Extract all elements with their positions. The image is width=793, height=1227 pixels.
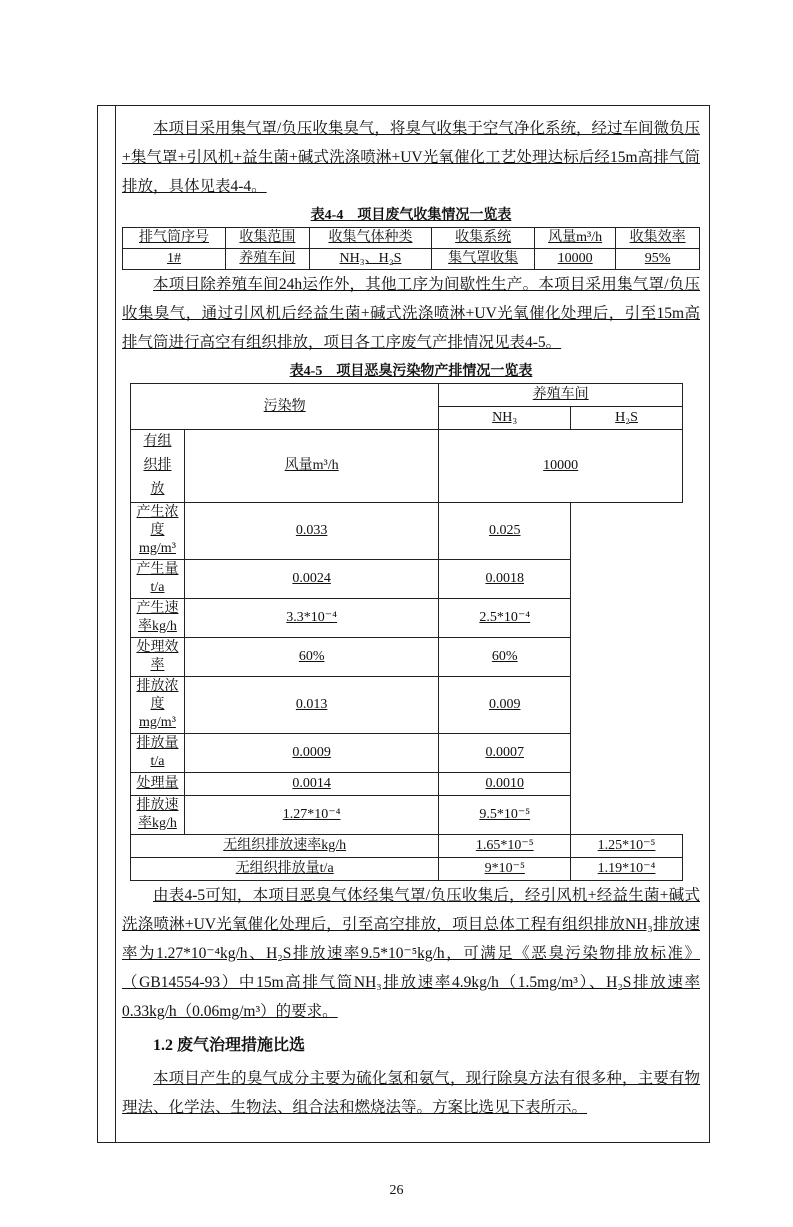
paragraph-3 bbox=[122, 881, 700, 1026]
row-label: 处理量 bbox=[131, 773, 185, 796]
table-row bbox=[131, 503, 683, 560]
header-cell: 排气筒序号 bbox=[123, 228, 226, 249]
cell: 1# bbox=[123, 249, 226, 270]
h2s-header: H₂S bbox=[571, 407, 683, 430]
paragraph-4 bbox=[122, 1064, 700, 1122]
cell: 95% bbox=[616, 249, 700, 270]
nh3-value: 9*10⁻⁵ bbox=[439, 858, 571, 881]
header-cell: 收集效率 bbox=[616, 228, 700, 249]
table-row bbox=[131, 773, 683, 796]
header-cell: 收集系统 bbox=[432, 228, 535, 249]
row-label: 产生速率kg/h bbox=[131, 599, 185, 638]
table-4-5-caption: 表4-5 项目恶臭污染物产排情况一览表 bbox=[289, 364, 533, 379]
row-label: 无组织排放速率kg/h bbox=[131, 835, 439, 858]
nh3-value: 0.033 bbox=[184, 503, 438, 560]
table-4-5 bbox=[130, 383, 683, 881]
row-label: 排放量t/a bbox=[131, 734, 185, 773]
row-label: 产生量t/a bbox=[131, 560, 185, 599]
h2s-value: 9.5*10⁻⁵ bbox=[439, 796, 571, 835]
row-label: 风量m³/h bbox=[184, 430, 438, 503]
organized-emission-label: 有组织排放 bbox=[131, 430, 185, 503]
h2s-value: 0.0010 bbox=[439, 773, 571, 796]
row-label: 处理效率 bbox=[131, 638, 185, 677]
cell: 养殖车间 bbox=[226, 249, 310, 270]
header-cell: 风量m³/h bbox=[535, 228, 616, 249]
table-row bbox=[131, 835, 683, 858]
nh3-value: 0.013 bbox=[184, 677, 438, 734]
workshop-header: 养殖车间 bbox=[439, 384, 683, 407]
left-column-divider bbox=[115, 106, 116, 1142]
header-cell: 收集范围 bbox=[226, 228, 310, 249]
h2s-value: 2.5*10⁻⁴ bbox=[439, 599, 571, 638]
h2s-value: 0.0018 bbox=[439, 560, 571, 599]
section-heading: 1.2 废气治理措施比选 bbox=[153, 1037, 306, 1054]
header-cell: 收集气体种类 bbox=[309, 228, 431, 249]
table-4-4-caption: 表4-4 项目废气收集情况一览表 bbox=[310, 208, 512, 223]
row-label: 产生浓度mg/m³ bbox=[131, 503, 185, 560]
cell: 集气罩收集 bbox=[432, 249, 535, 270]
nh3-value: 0.0024 bbox=[184, 560, 438, 599]
paragraph-3-text: 由表4-5可知，本项目恶臭气体经集气罩/负压收集后，经引风机+经益生菌+碱式洗涤喷淋+UV光氧催化处理后，引至高空排放，项目总体工程有组织排放NH₃排放速率为1.27*10⁻⁴kg/h、H₂S排放速率9.5*10⁻⁵kg/h，可满足《恶臭污染物排放标准》（GB14554-93）中15m高排气筒NH₃排放速率4.9kg/h（1.5mg/m³）、H₂S排放速率0.33kg/h（0.06mg/m³）的要求。 bbox=[122, 887, 700, 1020]
pollutant-header: 污染物 bbox=[131, 384, 439, 430]
table-row bbox=[131, 734, 683, 773]
table-row bbox=[131, 677, 683, 734]
table-row bbox=[131, 560, 683, 599]
nh3-value: 0.0009 bbox=[184, 734, 438, 773]
paragraph-2-text: 本项目除养殖车间24h运作外，其他工序为间歇性生产。本项目采用集气罩/负压收集臭气，通过引风机后经益生菌+碱式洗涤喷淋+UV光氧催化处理后，引至15m高排气筒进行高空有组织排放，项目各工序废气产排情况见表4-5。 bbox=[122, 276, 700, 351]
page-number: 26 bbox=[389, 1183, 404, 1198]
paragraph-1 bbox=[122, 114, 700, 201]
h2s-value: 0.009 bbox=[439, 677, 571, 734]
page-frame bbox=[97, 105, 710, 1143]
h2s-value: 0.0007 bbox=[439, 734, 571, 773]
cell: NH₃、H₂S bbox=[309, 249, 431, 270]
paragraph-1-text: 本项目采用集气罩/负压收集臭气，将臭气收集于空气净化系统，经过车间微负压+集气罩+引风机+益生菌+碱式洗涤喷淋+UV光氧催化工艺处理达标后经15m高排气筒排放，具体见表4-4。 bbox=[122, 120, 700, 195]
table-row bbox=[131, 638, 683, 677]
table-4-4 bbox=[122, 227, 700, 270]
nh3-value: 0.0014 bbox=[184, 773, 438, 796]
row-label: 排放速率kg/h bbox=[131, 796, 185, 835]
document-page bbox=[0, 105, 793, 1227]
h2s-value: 0.025 bbox=[439, 503, 571, 560]
nh3-header: NH₃ bbox=[439, 407, 571, 430]
table-row bbox=[131, 858, 683, 881]
row-label: 排放浓度mg/m³ bbox=[131, 677, 185, 734]
nh3-value: 1.65*10⁻⁵ bbox=[439, 835, 571, 858]
table-row bbox=[131, 796, 683, 835]
h2s-value: 1.25*10⁻⁵ bbox=[571, 835, 683, 858]
airflow-value: 10000 bbox=[439, 430, 683, 503]
paragraph-2 bbox=[122, 270, 700, 357]
nh3-value: 60% bbox=[184, 638, 438, 677]
h2s-value: 60% bbox=[439, 638, 571, 677]
h2s-value: 1.19*10⁻⁴ bbox=[571, 858, 683, 881]
nh3-value: 3.3*10⁻⁴ bbox=[184, 599, 438, 638]
nh3-value: 1.27*10⁻⁴ bbox=[184, 796, 438, 835]
cell: 10000 bbox=[535, 249, 616, 270]
paragraph-4-text: 本项目产生的臭气成分主要为硫化氢和氨气，现行除臭方法有很多种，主要有物理法、化学法、生物法、组合法和燃烧法等。方案比选见下表所示。 bbox=[122, 1070, 700, 1116]
row-label: 无组织排放量t/a bbox=[131, 858, 439, 881]
table-row bbox=[131, 599, 683, 638]
